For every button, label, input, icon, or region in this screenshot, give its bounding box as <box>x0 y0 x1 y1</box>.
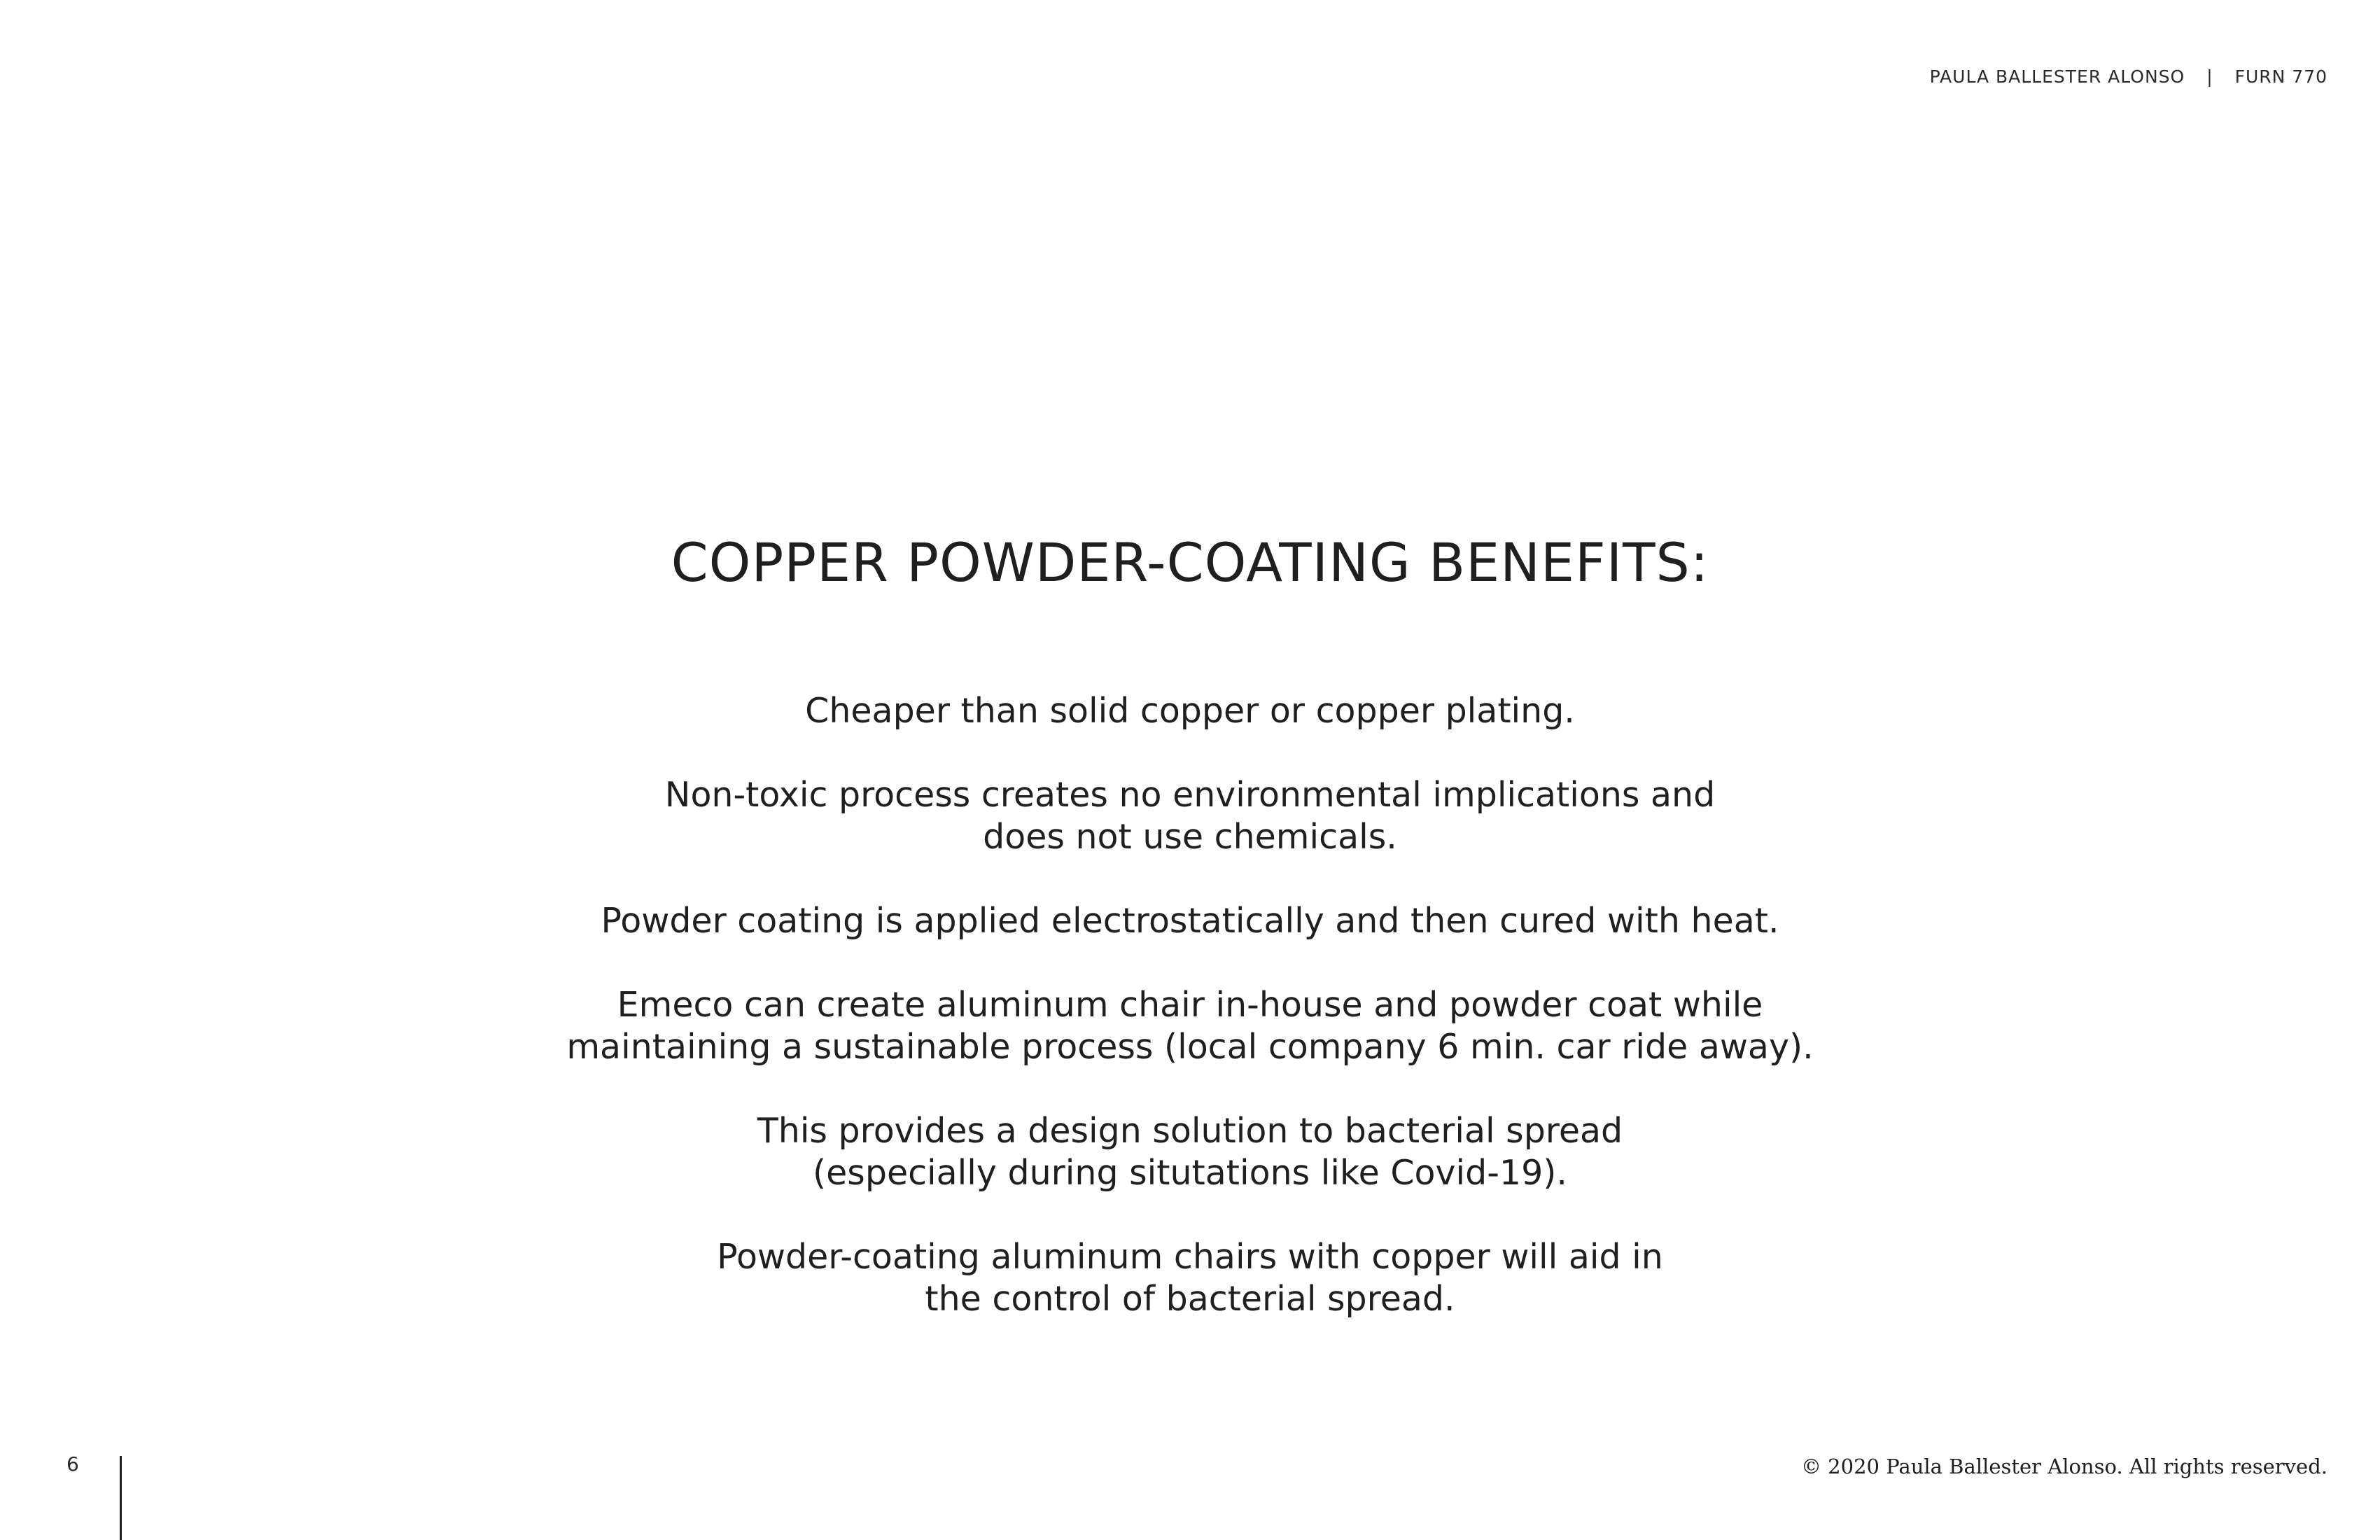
page-number: 6 <box>66 1452 79 1476</box>
benefit-item <box>0 900 2380 942</box>
benefit-item <box>0 690 2380 732</box>
benefit-line: maintaining a sustainable process (local company 6 min. car ride away). <box>566 1027 1814 1067</box>
benefit-line: Powder-coating aluminum chairs with copper will aid in <box>717 1237 1663 1277</box>
benefit-line: Cheaper than solid copper or copper plating. <box>805 691 1575 731</box>
benefit-item <box>0 1110 2380 1194</box>
benefit-line: Powder coating is applied electrostatically and then cured with heat. <box>601 901 1779 941</box>
benefit-line: does not use chemicals. <box>983 817 1397 857</box>
benefit-item <box>0 774 2380 858</box>
benefit-line: This provides a design solution to bacterial spread <box>757 1111 1623 1151</box>
benefit-line: Emeco can create aluminum chair in-house and powder coat while <box>617 985 1763 1025</box>
benefit-line: Non-toxic process creates no environmental implications and <box>664 775 1716 815</box>
copyright-notice: © 2020 Paula Ballester Alonso. All rights reserved. <box>1800 1455 2328 1478</box>
header-separator: | <box>2206 66 2213 87</box>
footer-divider <box>120 1456 122 1540</box>
benefit-item <box>0 1236 2380 1320</box>
page-header <box>1930 66 2328 87</box>
header-author: PAULA BALLESTER ALONSO <box>1929 66 2185 87</box>
benefit-line: the control of bacterial spread. <box>925 1279 1455 1319</box>
page-title: COPPER POWDER-COATING BENEFITS: <box>671 531 1709 594</box>
benefits-list <box>0 690 2380 1362</box>
benefit-item <box>0 984 2380 1068</box>
header-course: FURN 770 <box>2234 66 2328 87</box>
benefit-line: (especially during situtations like Covid-19). <box>813 1153 1567 1193</box>
